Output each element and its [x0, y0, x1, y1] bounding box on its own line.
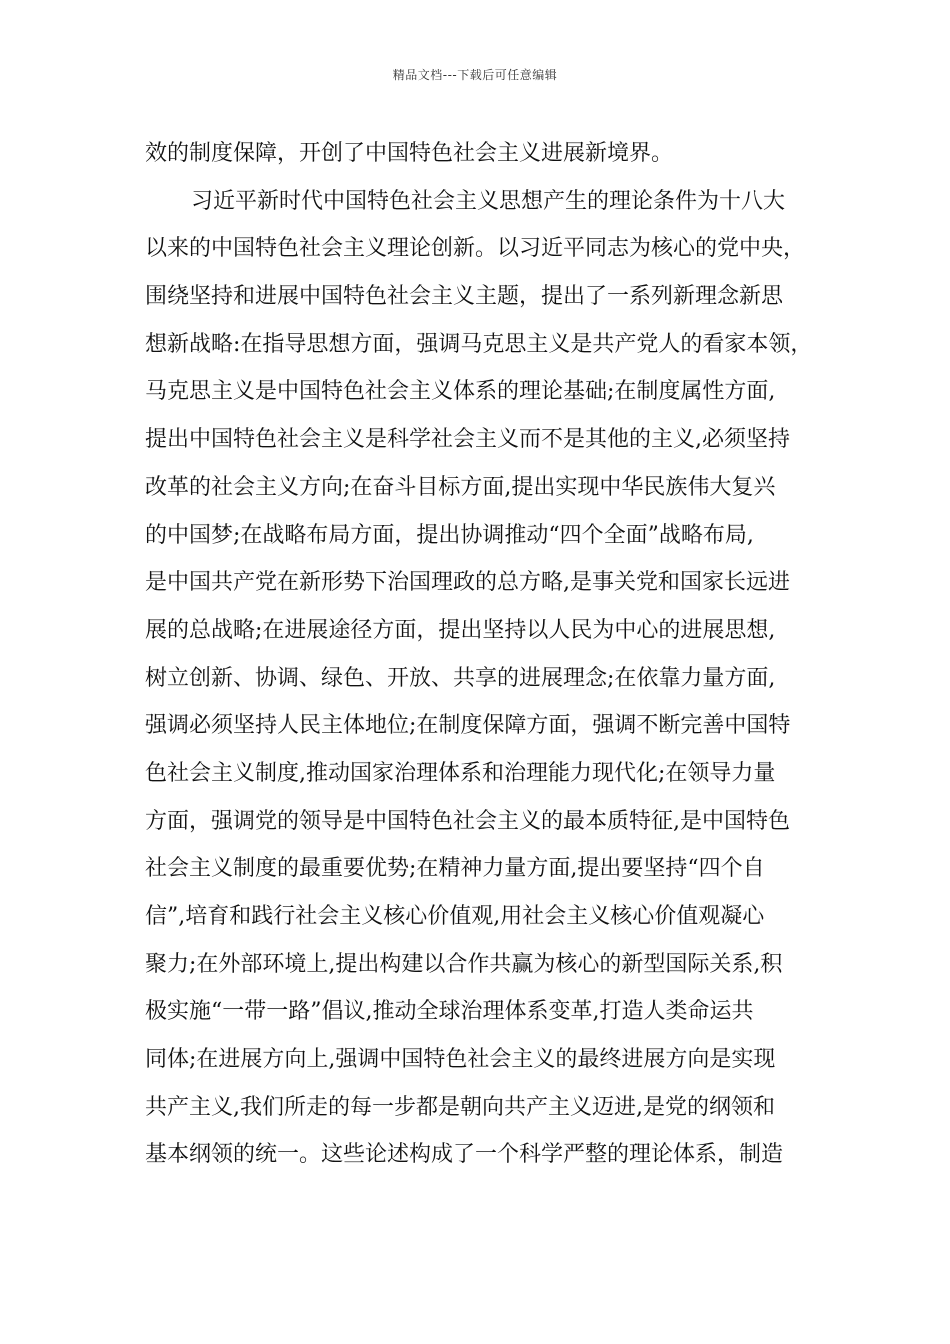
page-header: 精品文档---下载后可任意编辑	[392, 68, 558, 82]
text-line: 马克思主义是中国特色社会主义体系的理论基础;在制度属性方面,	[145, 379, 776, 405]
text-line: 基本纲领的统一。这些论述构成了一个科学严整的理论体系，制造	[145, 1142, 784, 1168]
text-line: 社会主义制度的最重要优势;在精神力量方面,提出要坚持“四个自	[145, 856, 765, 882]
text-line: 方面，强调党的领导是中国特色社会主义的最本质特征,是中国特色	[145, 808, 790, 834]
text-line: 信”,培育和践行社会主义核心价值观,用社会主义核心价值观凝心	[145, 904, 765, 929]
text-line: 聚力;在外部环境上,提出构建以合作共赢为核心的新型国际关系,积	[145, 951, 783, 977]
text-line: 树立创新、协调、绿色、开放、共享的进展理念;在依靠力量方面,	[145, 665, 776, 691]
text-line: 极实施“一带一路”倡议,推动全球治理体系变革,打造人类命运共	[145, 999, 754, 1025]
text-line: 以来的中国特色社会主义理论创新。以习近平同志为核心的党中央，	[145, 236, 806, 262]
text-line: 提出中国特色社会主义是科学社会主义而不是其他的主义,必须坚持	[145, 427, 790, 453]
text-line: 围绕坚持和进展中国特色社会主义主题，提出了一系列新理念新思	[145, 284, 784, 310]
text-line: 是中国共产党在新形势下治国理政的总方略,是事关党和国家长远进	[145, 570, 790, 596]
text-line: 共产主义,我们所走的每一步都是朝向共产主义迈进,是党的纲领和	[145, 1094, 775, 1120]
text-line: 想新战略:在指导思想方面，强调马克思主义是共产党人的看家本领，	[145, 331, 813, 357]
paragraph-first-line: 习近平新时代中国特色社会主义思想产生的理论条件为十八大	[191, 188, 786, 214]
text-line: 强调必须坚持人民主体地位;在制度保障方面，强调不断完善中国特	[145, 713, 791, 739]
text-line: 同体;在进展方向上,强调中国特色社会主义的最终进展方向是实现	[145, 1047, 776, 1073]
text-line: 效的制度保障，开创了中国特色社会主义进展新境界。	[145, 141, 674, 166]
text-line: 的中国梦;在战略布局方面，提出协调推动“四个全面”战略布局,	[145, 522, 754, 548]
body-text	[145, 130, 835, 1179]
text-line: 色社会主义制度,推动国家治理体系和治理能力现代化;在领导力量	[145, 760, 776, 786]
text-line: 改革的社会主义方向;在奋斗目标方面,提出实现中华民族伟大复兴	[145, 474, 776, 500]
text-line: 展的总战略;在进展途径方面，提出坚持以人民为中心的进展思想,	[145, 617, 776, 643]
